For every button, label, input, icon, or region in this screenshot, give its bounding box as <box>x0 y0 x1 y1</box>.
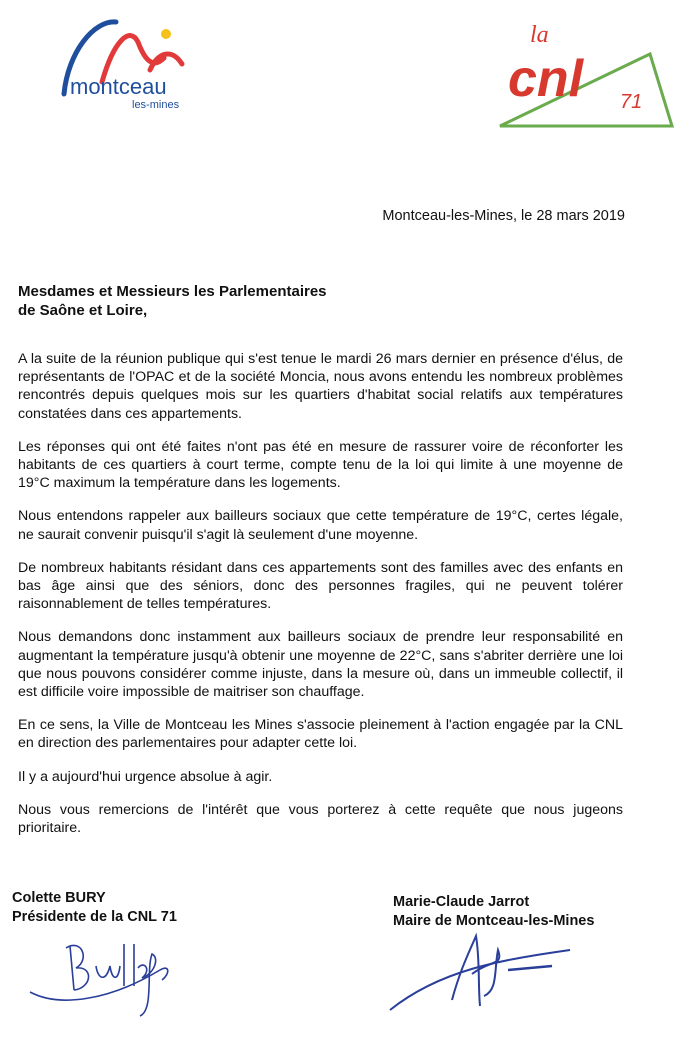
letter-body <box>18 350 623 852</box>
paragraph: En ce sens, la Ville de Montceau les Mines s'associe pleinement à l'action engagée par la CNL en direction des parlementaires pour adapter cette loi. <box>18 717 623 752</box>
paragraph: Les réponses qui ont été faites n'ont pas été en mesure de rassurer voire de réconforter les habitants de ces quartiers à court terme, compte tenu de la loi qui limite à une moyenne de 19°C maximum la température dans les logements. <box>18 438 623 492</box>
cnl-name-text: cnl <box>508 50 584 108</box>
signatory-left-name: Colette BURY <box>12 890 106 906</box>
montceau-emblem-icon <box>42 12 202 112</box>
paragraph: Nous demandons donc instamment aux bailleurs sociaux de prendre leur responsabilité en augmentant la température jusqu'à obtenir une moyenne de 22°C, sans s'abriter derrière une loi que nous pouvons considérer comme injuste, dans la mesure où, dans un immeuble collectif, il est difficile voire impossible de maitriser son chauffage. <box>18 629 623 701</box>
signatory-left-title: Présidente de la CNL 71 <box>12 909 177 925</box>
paragraph: A la suite de la réunion publique qui s'est tenue le mardi 26 mars dernier en présence d'élus, de représentants de l'OPAC et de la société Moncia, nous avons entendu les nombreux problèmes rencontrés depuis quelques mois sur les quartiers d'habitat social relatifs aux températures constatées dans ces appartements. <box>18 351 623 422</box>
signatory-right-title: Maire de Montceau-les-Mines <box>393 913 595 929</box>
signature-right-icon <box>380 930 590 1020</box>
paragraph: Nous entendons rappeler aux bailleurs sociaux que cette température de 19°C, certes légale, ne saurait convenir puisqu'il s'agit là seulement d'une moyenne. <box>18 508 623 543</box>
cnl-prefix-text: la <box>530 22 549 48</box>
montceau-logo-text: montceau <box>70 74 167 99</box>
greeting-line-1: Mesdames et Messieurs les Parlementaires <box>18 283 327 300</box>
cnl-number-text: 71 <box>620 91 643 113</box>
montceau-logo-subtext: les-mines <box>132 99 180 111</box>
montceau-logo <box>42 12 202 112</box>
paragraph: De nombreux habitants résidant dans ces appartements sont des familles avec des enfants en bas âge ainsi que des séniors, donc des personnes fragiles, qui ne peuvent tolérer raisonnablement de telles températures. <box>18 559 623 613</box>
paragraph: Il y a aujourd'hui urgence absolue à agir. <box>18 768 273 785</box>
signature-left-icon <box>20 930 210 1030</box>
greeting-line-2: de Saône et Loire, <box>18 302 148 319</box>
signatory-right <box>393 893 594 931</box>
greeting <box>18 282 327 320</box>
signatory-left <box>12 889 177 927</box>
letter-date: Montceau-les-Mines, le 28 mars 2019 <box>382 208 625 224</box>
cnl-triangle-icon <box>490 14 680 130</box>
signatory-right-name: Marie-Claude Jarrot <box>393 894 530 910</box>
paragraph: Nous vous remercions de l'intérêt que vous porterez à cette requête que nous jugeons prioritaire. <box>18 801 623 837</box>
cnl-logo <box>490 14 680 130</box>
